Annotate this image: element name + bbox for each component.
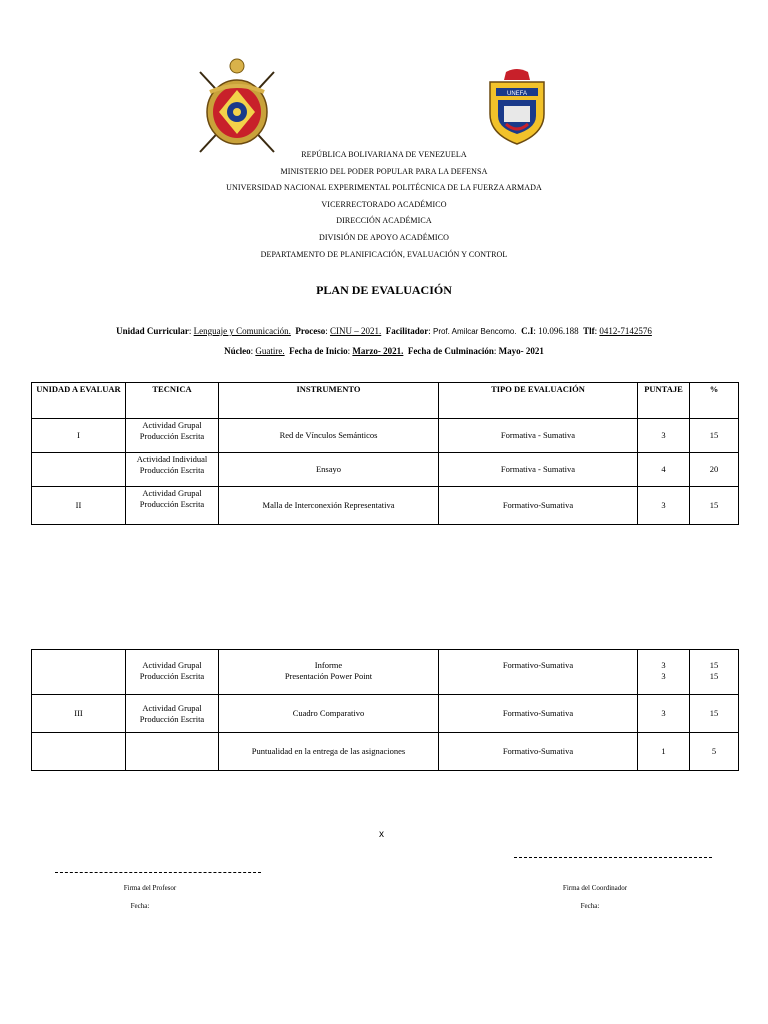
cell-pct: 5: [690, 733, 739, 771]
table-row: [32, 650, 739, 695]
table-header-row: [32, 383, 739, 419]
cell-unidad: [32, 453, 126, 487]
unefa-shield-right-logo: [486, 68, 548, 146]
cell-tipo: Formativa - Sumativa: [439, 419, 638, 453]
unidad-label: Unidad Curricular: [116, 326, 189, 336]
evaluation-table-2: [31, 649, 739, 771]
header-line-universidad: UNIVERSIDAD NACIONAL EXPERIMENTAL POLITÉCNICA DE LA FUERZA ARMADA: [226, 183, 542, 192]
ci-value: 10.096.188: [538, 326, 579, 336]
table-row: [32, 487, 739, 525]
cell-pct: 20: [690, 453, 739, 487]
coordinador-signature-label: Firma del Coordinador: [562, 884, 628, 892]
header-puntaje: PUNTAJE: [638, 383, 690, 419]
header-unidad: UNIDAD A EVALUAR: [32, 383, 126, 419]
cell-tecnica: Actividad Grupal Producción Escrita: [126, 487, 219, 525]
header-line-division: DIVISIÓN DE APOYO ACADÉMICO: [318, 233, 450, 242]
header-tipo: TIPO DE EVALUACIÓN: [439, 383, 638, 419]
header-pct: %: [690, 383, 739, 419]
coat-of-arms-left-logo: [192, 52, 282, 162]
document-title: PLAN DE EVALUACIÓN: [316, 283, 452, 297]
info-line-1: Unidad Curricular: Lenguaje y Comunicación. Proceso: CINU – 2021. Facilitador: Prof. Amilcar Bencomo. C.I: 10.096.188 Tlf: 0412-7142576: [116, 326, 652, 336]
cell-tecnica: [126, 733, 219, 771]
nucleo-value: Guatire.: [255, 346, 285, 356]
cell-instrumento: Informe Presentación Power Point: [219, 650, 439, 695]
cell-puntaje: 3: [638, 695, 690, 733]
cell-puntaje: 3 3: [638, 650, 690, 695]
cell-instrumento: Ensayo: [219, 453, 439, 487]
culminacion-value: Mayo- 2021: [498, 346, 544, 356]
cell-instrumento: Red de Vínculos Semánticos: [219, 419, 439, 453]
table-row: [32, 695, 739, 733]
cell-pct: 15: [690, 695, 739, 733]
ci-label: C.I: [521, 326, 534, 336]
header-line-direccion: DIRECCIÓN ACADÉMICA: [336, 216, 432, 225]
evaluation-table-1: [31, 382, 739, 525]
culminacion-label: Fecha de Culminación: [407, 346, 494, 356]
header-instrumento: INSTRUMENTO: [219, 383, 439, 419]
header-tecnica: TECNICA: [126, 383, 219, 419]
cell-unidad: III: [32, 695, 126, 733]
profesor-signature-label: Firma del Profesor: [123, 884, 177, 892]
cell-tipo: Formativo-Sumativa: [439, 487, 638, 525]
profesor-date-label: Fecha:: [130, 902, 150, 910]
cell-tecnica: Actividad Grupal Producción Escrita: [126, 695, 219, 733]
tlf-value: 0412-7142576: [599, 326, 652, 336]
cell-tipo: Formativo-Sumativa: [439, 650, 638, 695]
tlf-label: Tlf: [583, 326, 595, 336]
header-line-departamento: DEPARTAMENTO DE PLANIFICACIÓN, EVALUACIÓN Y CONTROL: [260, 250, 508, 259]
cell-tecnica: Actividad Individual Producción Escrita: [126, 453, 219, 487]
cell-tecnica: Actividad Grupal Producción Escrita: [126, 419, 219, 453]
cell-pct: 15: [690, 419, 739, 453]
cell-tipo: Formativo-Sumativa: [439, 733, 638, 771]
coordinador-signature-line: [514, 857, 712, 858]
cell-puntaje: 4: [638, 453, 690, 487]
cell-unidad: I: [32, 419, 126, 453]
cell-instrumento: Cuadro Comparativo: [219, 695, 439, 733]
profesor-signature-line: [55, 872, 261, 873]
signature-mark: x: [379, 829, 384, 840]
unidad-value: Lenguaje y Comunicación.: [193, 326, 291, 336]
cell-unidad: [32, 650, 126, 695]
inicio-label: Fecha de Inicio: [289, 346, 348, 356]
proceso-value: CINU – 2021.: [329, 326, 382, 336]
cell-puntaje: 1: [638, 733, 690, 771]
facilitador-label: Facilitador: [385, 326, 429, 336]
coordinador-date-label: Fecha:: [580, 902, 600, 910]
cell-unidad: [32, 733, 126, 771]
header-line-vicerrectorado: VICERRECTORADO ACADÉMICO: [321, 200, 447, 209]
cell-tecnica: Actividad Grupal Producción Escrita: [126, 650, 219, 695]
inicio-value: Marzo- 2021.: [352, 346, 404, 356]
cell-tipo: Formativo-Sumativa: [439, 695, 638, 733]
cell-puntaje: 3: [638, 487, 690, 525]
cell-instrumento: Puntualidad en la entrega de las asignaciones: [219, 733, 439, 771]
cell-instrumento: Malla de Interconexión Representativa: [219, 487, 439, 525]
info-line-2: Núcleo: Guatire. Fecha de Inicio: Marzo- 2021. Fecha de Culminación: Mayo- 2021: [224, 346, 544, 356]
header-line-republica: REPÚBLICA BOLIVARIANA DE VENEZUELA: [301, 150, 467, 159]
unefa-logo-text: UNEFA: [506, 91, 528, 97]
table-row: [32, 733, 739, 771]
table-row: [32, 453, 739, 487]
cell-puntaje: 3: [638, 419, 690, 453]
facilitador-value: Prof. Amilcar Bencomo.: [432, 327, 517, 336]
table-row: [32, 419, 739, 453]
cell-pct: 15 15: [690, 650, 739, 695]
nucleo-label: Núcleo: [224, 346, 251, 356]
header-line-ministerio: MINISTERIO DEL PODER POPULAR PARA LA DEFENSA: [280, 167, 488, 176]
cell-tipo: Formativa - Sumativa: [439, 453, 638, 487]
cell-pct: 15: [690, 487, 739, 525]
proceso-label: Proceso: [295, 326, 326, 336]
cell-unidad: II: [32, 487, 126, 525]
